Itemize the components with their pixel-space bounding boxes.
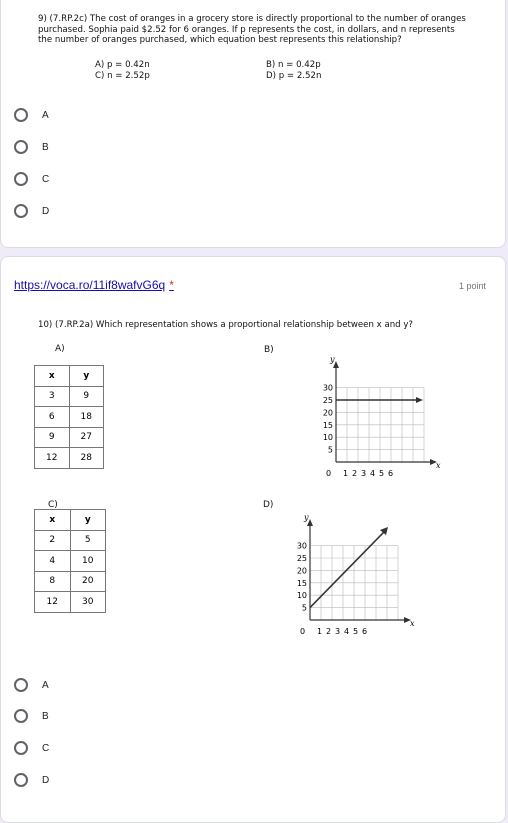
y-tick-label: 10 xyxy=(296,591,307,601)
radio-icon[interactable] xyxy=(14,678,28,692)
x-tick-label: 3 xyxy=(361,469,367,478)
radio-icon[interactable] xyxy=(14,140,28,154)
y-tick-label: 30 xyxy=(296,541,307,551)
table-header-row xyxy=(35,510,106,531)
points-label: 1 point xyxy=(458,281,486,291)
radio-icon[interactable] xyxy=(14,204,28,218)
cell: 5 xyxy=(70,530,106,551)
x-tick-label: 2 xyxy=(326,627,332,636)
choice-c-label: C) xyxy=(48,500,58,510)
q9-choice-d: D) p = 2.52n xyxy=(266,71,322,81)
q9-choice-a: A) p = 0.42n xyxy=(95,60,150,70)
q10-option-a[interactable] xyxy=(14,675,49,695)
cell: 3 xyxy=(35,386,70,407)
link-text[interactable]: https://voca.ro/11if8wafvG6q xyxy=(14,278,166,292)
option-label: B xyxy=(42,141,49,153)
x-tick-label: 4 xyxy=(344,627,350,636)
cell: 2 xyxy=(35,530,71,551)
table-header-row xyxy=(35,366,104,387)
q9-option-d[interactable] xyxy=(14,201,49,221)
y-tick-label: 20 xyxy=(322,408,333,418)
q9-option-c[interactable] xyxy=(14,169,49,189)
required-asterisk: * xyxy=(169,278,174,292)
grid xyxy=(310,546,398,620)
table-row xyxy=(35,571,106,592)
header-y: y xyxy=(70,510,106,531)
option-label: B xyxy=(42,710,49,722)
choice-b-label: B) xyxy=(264,345,274,355)
q9-choice-c: C) n = 2.52p xyxy=(95,71,150,81)
table-c xyxy=(34,509,106,613)
q10-option-c[interactable] xyxy=(14,738,49,758)
y-tick-label: 5 xyxy=(327,445,333,455)
x-tick-label: 6 xyxy=(388,469,394,478)
x-axis-label: x xyxy=(436,461,441,470)
option-label: D xyxy=(42,205,50,217)
q9-option-a[interactable] xyxy=(14,105,49,125)
y-tick-label: 30 xyxy=(322,383,333,393)
radio-icon[interactable] xyxy=(14,741,28,755)
table-row xyxy=(35,551,106,572)
x-tick-label: 6 xyxy=(362,627,368,636)
x-tick-label: 4 xyxy=(370,469,376,478)
header-x: x xyxy=(35,366,70,387)
cell: 20 xyxy=(70,571,106,592)
option-label: C xyxy=(42,742,50,754)
y-tick-label: 5 xyxy=(301,603,307,613)
y-tick-label: 10 xyxy=(322,433,333,443)
x-tick-label: 3 xyxy=(335,627,341,636)
x-tick-label: 1 xyxy=(317,627,323,636)
origin-label: 0 xyxy=(326,469,332,478)
cell: 4 xyxy=(35,551,71,572)
cell: 12 xyxy=(35,592,71,613)
cell: 9 xyxy=(35,427,70,448)
radio-icon[interactable] xyxy=(14,773,28,787)
q9-option-b[interactable] xyxy=(14,137,49,157)
table-a xyxy=(34,365,104,469)
y-axis-label: y xyxy=(304,513,309,522)
x-tick-label: 2 xyxy=(352,469,358,478)
cell: 28 xyxy=(69,448,104,469)
option-label: C xyxy=(42,173,50,185)
table-row xyxy=(35,386,104,407)
option-label: A xyxy=(42,109,49,121)
choice-d-label: D) xyxy=(263,500,274,510)
cell: 30 xyxy=(70,592,106,613)
x-axis-label: x xyxy=(410,619,415,628)
y-tick-label: 15 xyxy=(296,578,307,588)
table-row xyxy=(35,427,104,448)
y-axis-label: y xyxy=(330,355,335,364)
cell: 10 xyxy=(70,551,106,572)
table-row xyxy=(35,448,104,469)
x-tick-label: 5 xyxy=(353,627,359,636)
x-tick-label: 5 xyxy=(379,469,385,478)
cell: 18 xyxy=(69,407,104,428)
radio-icon[interactable] xyxy=(14,172,28,186)
line-arrow-icon xyxy=(416,397,423,403)
cell: 6 xyxy=(35,407,70,428)
header-y: y xyxy=(69,366,104,387)
q9-choice-b: B) n = 0.42p xyxy=(266,60,321,70)
origin-label: 0 xyxy=(300,627,306,636)
grid xyxy=(336,388,424,462)
q10-option-b[interactable] xyxy=(14,706,49,726)
option-label: A xyxy=(42,679,49,691)
y-tick-label: 20 xyxy=(296,566,307,576)
cell: 9 xyxy=(69,386,104,407)
graph-b xyxy=(312,352,452,482)
question-10-text: 10) (7.RP.2a) Which representation shows a proportional relationship between x and y? xyxy=(38,320,413,330)
table-row xyxy=(35,530,106,551)
radio-icon[interactable] xyxy=(14,709,28,723)
y-tick-label: 25 xyxy=(296,554,307,563)
cell: 27 xyxy=(69,427,104,448)
q10-option-d[interactable] xyxy=(14,770,49,790)
question-link[interactable] xyxy=(14,278,174,292)
y-tick-label: 25 xyxy=(322,396,333,405)
option-label: D xyxy=(42,774,50,786)
x-tick-label: 1 xyxy=(343,469,349,478)
question-9-text: 9) (7.RP.2c) The cost of oranges in a grocery store is directly proportional to the number of oranges purchased. Sophia paid $2.52 for 6 oranges. If p represents the cost, in dollars, and n represents the number of oranges purchased, which equation best represents this relationship? xyxy=(38,14,466,45)
table-row xyxy=(35,407,104,428)
header-x: x xyxy=(35,510,71,531)
cell: 12 xyxy=(35,448,70,469)
graph-d xyxy=(286,510,426,640)
table-row xyxy=(35,592,106,613)
cell: 8 xyxy=(35,571,71,592)
y-tick-label: 15 xyxy=(322,420,333,430)
radio-icon[interactable] xyxy=(14,108,28,122)
choice-a-label: A) xyxy=(55,344,65,354)
